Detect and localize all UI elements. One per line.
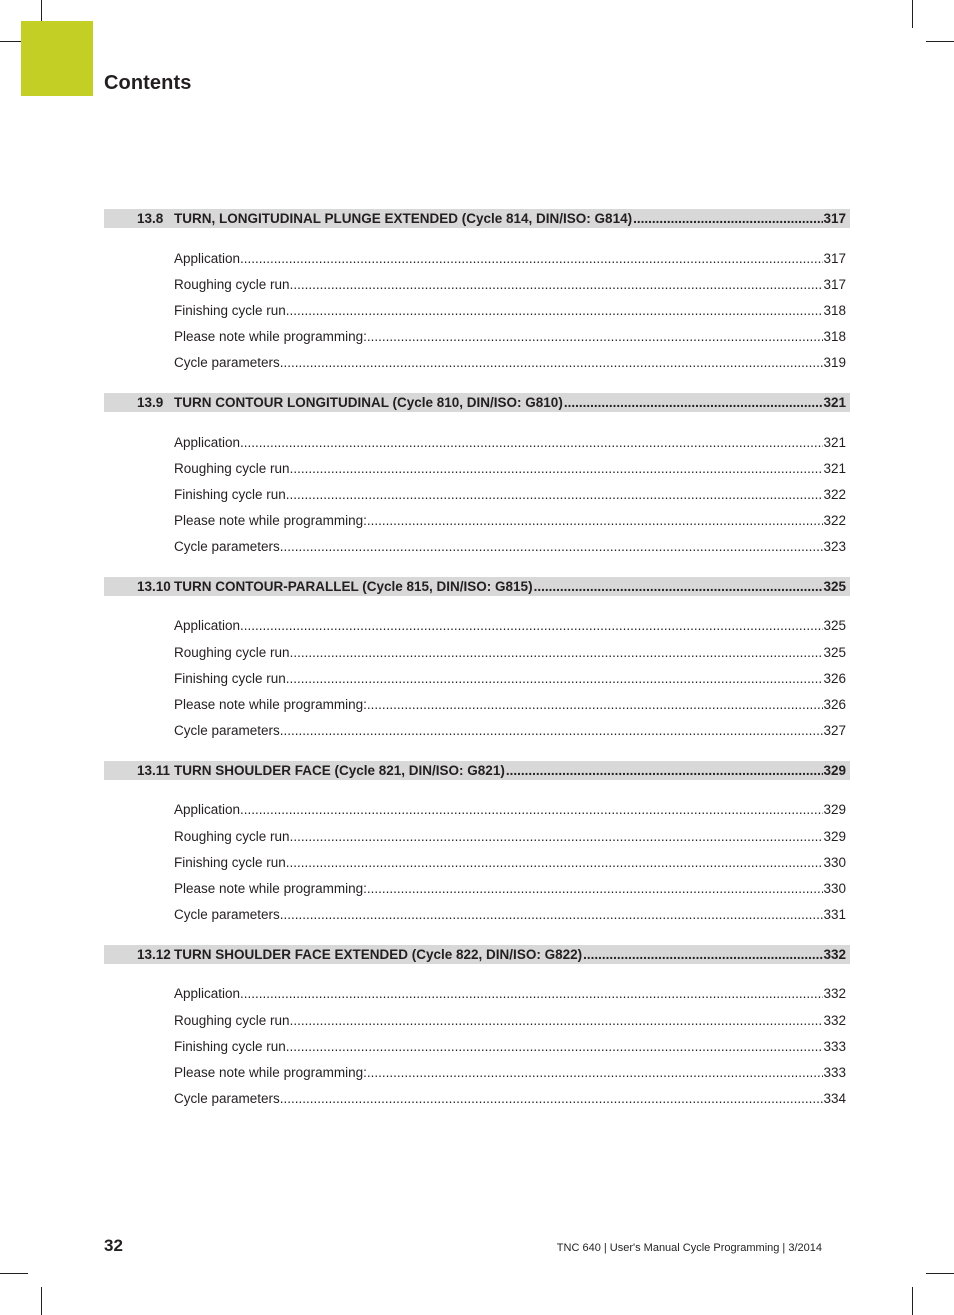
entry-label: Roughing cycle run bbox=[174, 1012, 290, 1028]
dot-leader bbox=[240, 435, 823, 450]
section-page-number: 329 bbox=[823, 762, 846, 778]
dot-leader bbox=[240, 986, 823, 1001]
toc-entry-row[interactable] bbox=[104, 639, 850, 665]
toc-entry-row[interactable] bbox=[104, 849, 850, 875]
entry-page-number: 322 bbox=[823, 486, 846, 502]
toc-entry-row[interactable] bbox=[104, 1059, 850, 1085]
dot-leader bbox=[633, 211, 823, 226]
entry-label: Cycle parameters bbox=[174, 723, 280, 739]
section-number: 13.11 bbox=[137, 762, 171, 778]
section-page-number: 332 bbox=[823, 946, 846, 962]
toc-entry-row[interactable] bbox=[104, 324, 850, 350]
entry-label: Roughing cycle run bbox=[174, 828, 290, 844]
entry-label: Please note while programming: bbox=[174, 1064, 367, 1080]
toc-entry-row[interactable] bbox=[104, 508, 850, 534]
crop-mark bbox=[926, 41, 954, 42]
crop-mark bbox=[0, 1273, 28, 1274]
entry-page-number: 317 bbox=[823, 250, 846, 266]
dot-leader bbox=[290, 1013, 824, 1028]
page-title: Contents bbox=[104, 72, 192, 94]
toc-entry-list bbox=[104, 412, 850, 577]
dot-leader bbox=[367, 1065, 824, 1080]
section-title: TURN SHOULDER FACE (Cycle 821, DIN/ISO: G821) bbox=[174, 762, 505, 778]
dot-leader bbox=[290, 645, 824, 660]
crop-mark bbox=[912, 1287, 913, 1315]
entry-label: Roughing cycle run bbox=[174, 460, 290, 476]
entry-page-number: 325 bbox=[823, 618, 846, 634]
entry-page-number: 330 bbox=[823, 880, 846, 896]
toc-entry-row[interactable] bbox=[104, 455, 850, 481]
entry-label: Please note while programming: bbox=[174, 329, 367, 345]
entry-page-number: 318 bbox=[823, 302, 846, 318]
toc-entry-row[interactable] bbox=[104, 1086, 850, 1112]
section-page-number: 317 bbox=[823, 211, 846, 226]
toc-entry-row[interactable] bbox=[104, 481, 850, 507]
entry-page-number: 334 bbox=[823, 1091, 846, 1107]
toc-entry-row[interactable] bbox=[104, 245, 850, 271]
toc-entry-row[interactable] bbox=[104, 613, 850, 639]
toc-entry-list bbox=[104, 228, 850, 393]
entry-label: Application bbox=[174, 434, 241, 450]
section-number: 13.9 bbox=[137, 394, 164, 410]
dot-leader bbox=[286, 303, 824, 318]
entry-page-number: 329 bbox=[823, 828, 846, 844]
entry-page-number: 330 bbox=[823, 854, 846, 870]
toc-entry-list bbox=[104, 964, 850, 1129]
dot-leader bbox=[367, 881, 824, 896]
entry-label: Please note while programming: bbox=[174, 513, 367, 529]
entry-page-number: 325 bbox=[823, 644, 846, 660]
toc-section-row[interactable] bbox=[104, 945, 850, 964]
entry-page-number: 322 bbox=[823, 513, 846, 529]
dot-leader bbox=[286, 855, 824, 870]
entry-label: Cycle parameters bbox=[174, 907, 280, 923]
entry-page-number: 332 bbox=[823, 986, 846, 1002]
dot-leader bbox=[290, 277, 824, 292]
toc-entry-row[interactable] bbox=[104, 981, 850, 1007]
toc-entry-row[interactable] bbox=[104, 797, 850, 823]
chapter-accent-block bbox=[21, 21, 93, 96]
section-number: 13.8 bbox=[137, 211, 164, 226]
dot-leader bbox=[280, 1091, 824, 1106]
toc-entry-row[interactable] bbox=[104, 534, 850, 560]
toc-entry-row[interactable] bbox=[104, 691, 850, 717]
entry-page-number: 327 bbox=[823, 723, 846, 739]
entry-page-number: 333 bbox=[823, 1038, 846, 1054]
dot-leader bbox=[286, 671, 824, 686]
toc-entry-list bbox=[104, 780, 850, 945]
entry-page-number: 318 bbox=[823, 329, 846, 345]
toc-section-row[interactable] bbox=[104, 393, 850, 412]
dot-leader bbox=[367, 329, 824, 344]
toc-entry-row[interactable] bbox=[104, 718, 850, 744]
entry-page-number: 323 bbox=[823, 539, 846, 555]
entry-label: Finishing cycle run bbox=[174, 486, 286, 502]
entry-page-number: 319 bbox=[823, 355, 846, 371]
section-title: TURN SHOULDER FACE EXTENDED (Cycle 822, DIN/ISO: G822) bbox=[174, 946, 583, 962]
crop-mark bbox=[912, 0, 913, 28]
toc-entry-row[interactable] bbox=[104, 271, 850, 297]
section-page-number: 321 bbox=[823, 394, 846, 410]
dot-leader bbox=[286, 487, 824, 502]
footer-text: TNC 640 | User's Manual Cycle Programming | 3/2014 bbox=[556, 1242, 822, 1254]
entry-page-number: 333 bbox=[823, 1064, 846, 1080]
section-title: TURN CONTOUR-PARALLEL (Cycle 815, DIN/ISO: G815) bbox=[174, 578, 533, 594]
entry-page-number: 326 bbox=[823, 670, 846, 686]
entry-page-number: 326 bbox=[823, 697, 846, 713]
entry-label: Please note while programming: bbox=[174, 697, 367, 713]
toc-entry-row[interactable] bbox=[104, 665, 850, 691]
entry-page-number: 317 bbox=[823, 276, 846, 292]
toc-entry-row[interactable] bbox=[104, 1033, 850, 1059]
section-number: 13.10 bbox=[137, 578, 171, 594]
entry-page-number: 331 bbox=[823, 907, 846, 923]
entry-page-number: 321 bbox=[823, 434, 846, 450]
crop-mark bbox=[926, 1273, 954, 1274]
toc-entry-list bbox=[104, 596, 850, 761]
entry-label: Application bbox=[174, 618, 241, 634]
crop-mark bbox=[41, 1287, 42, 1315]
dot-leader bbox=[240, 251, 823, 266]
entry-label: Application bbox=[174, 250, 241, 266]
entry-page-number: 329 bbox=[823, 802, 846, 818]
dot-leader bbox=[280, 907, 824, 922]
toc-entry-row[interactable] bbox=[104, 429, 850, 455]
dot-leader bbox=[534, 579, 824, 594]
dot-leader bbox=[583, 947, 823, 962]
entry-label: Application bbox=[174, 986, 241, 1002]
section-page-number: 325 bbox=[823, 578, 846, 594]
dot-leader bbox=[564, 395, 824, 410]
toc-entry-row[interactable] bbox=[104, 297, 850, 323]
toc-entry-row[interactable] bbox=[104, 902, 850, 928]
entry-label: Cycle parameters bbox=[174, 1091, 280, 1107]
entry-label: Please note while programming: bbox=[174, 880, 367, 896]
dot-leader bbox=[280, 539, 824, 554]
toc-entry-row[interactable] bbox=[104, 875, 850, 901]
dot-leader bbox=[367, 513, 824, 528]
entry-label: Cycle parameters bbox=[174, 539, 280, 555]
section-title: TURN, LONGITUDINAL PLUNGE EXTENDED (Cycle 814, DIN/ISO: G814) bbox=[174, 211, 633, 226]
entry-label: Finishing cycle run bbox=[174, 1038, 286, 1054]
toc-entry-row[interactable] bbox=[104, 1007, 850, 1033]
dot-leader bbox=[290, 461, 824, 476]
dot-leader bbox=[240, 618, 823, 633]
entry-label: Finishing cycle run bbox=[174, 670, 286, 686]
toc-section-row[interactable] bbox=[104, 209, 850, 228]
entry-label: Roughing cycle run bbox=[174, 276, 290, 292]
dot-leader bbox=[286, 1039, 824, 1054]
toc-entry-row[interactable] bbox=[104, 350, 850, 376]
section-title: TURN CONTOUR LONGITUDINAL (Cycle 810, DIN/ISO: G810) bbox=[174, 394, 563, 410]
toc-entry-row[interactable] bbox=[104, 823, 850, 849]
dot-leader bbox=[280, 355, 824, 370]
section-number: 13.12 bbox=[137, 946, 171, 962]
page-number: 32 bbox=[104, 1236, 123, 1255]
entry-page-number: 321 bbox=[823, 460, 846, 476]
dot-leader bbox=[506, 763, 824, 778]
entry-label: Finishing cycle run bbox=[174, 302, 286, 318]
entry-label: Roughing cycle run bbox=[174, 644, 290, 660]
entry-page-number: 332 bbox=[823, 1012, 846, 1028]
toc-section-row[interactable] bbox=[104, 577, 850, 596]
entry-label: Application bbox=[174, 802, 241, 818]
dot-leader bbox=[240, 802, 823, 817]
dot-leader bbox=[280, 723, 824, 738]
dot-leader bbox=[367, 697, 824, 712]
toc-section-row[interactable] bbox=[104, 761, 850, 780]
entry-label: Cycle parameters bbox=[174, 355, 280, 371]
dot-leader bbox=[290, 829, 824, 844]
entry-label: Finishing cycle run bbox=[174, 854, 286, 870]
table-of-contents bbox=[104, 209, 850, 1129]
